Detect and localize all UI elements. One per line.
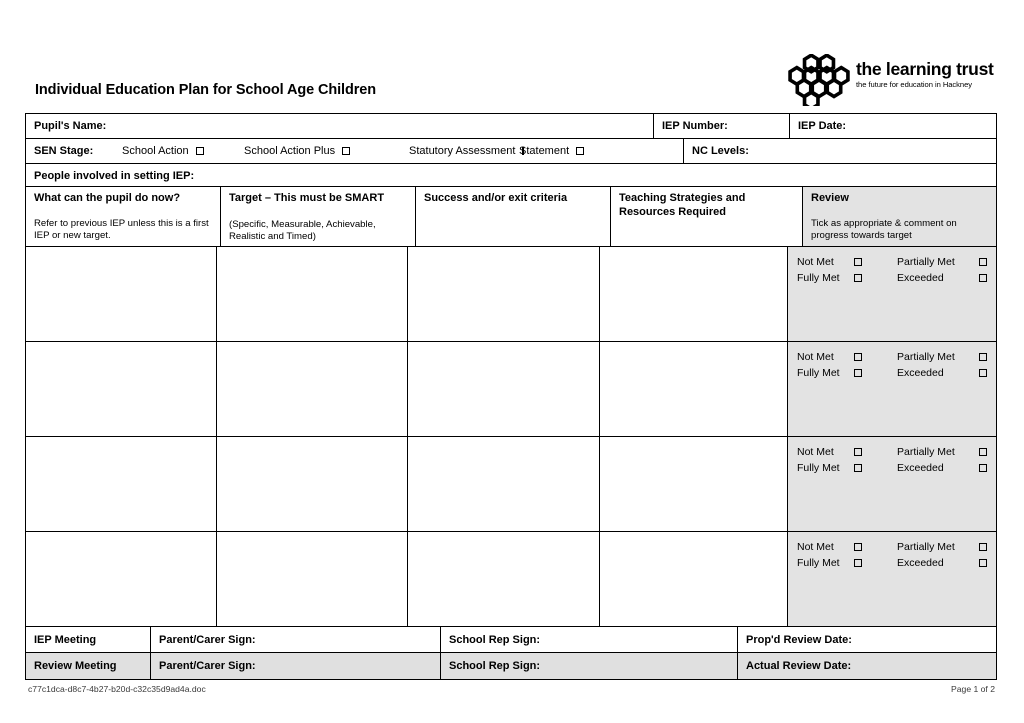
table-row bbox=[26, 342, 996, 437]
people-involved-field[interactable] bbox=[26, 164, 996, 187]
checkbox-school-action-plus[interactable] bbox=[342, 147, 350, 155]
review-option-label: Exceeded bbox=[897, 462, 944, 475]
review-option-label: Not Met bbox=[797, 351, 834, 363]
column-header-success-criteria bbox=[416, 187, 611, 247]
cell-review[interactable] bbox=[788, 437, 996, 532]
iep-date-label: IEP Date: bbox=[798, 120, 847, 132]
pupil-name-field[interactable] bbox=[26, 114, 654, 139]
checkbox-school-action[interactable] bbox=[196, 147, 204, 155]
cell-success-criteria[interactable] bbox=[408, 532, 599, 627]
sen-option-statement[interactable] bbox=[519, 144, 584, 158]
footer-filename: c77c1dca-d8c7-4b27-b20d-c32c35d9ad4a.doc bbox=[28, 684, 206, 694]
table-row bbox=[26, 437, 996, 532]
cell-review[interactable] bbox=[788, 247, 996, 342]
column-title: What can the pupil do now? bbox=[34, 192, 181, 204]
document-header bbox=[0, 46, 1024, 110]
column-header-what-can-pupil-do bbox=[26, 187, 221, 247]
checkbox-exceeded[interactable] bbox=[979, 274, 987, 282]
checkbox-not-met[interactable] bbox=[854, 448, 862, 456]
review-option-label: Partially Met bbox=[897, 256, 955, 268]
people-involved-row bbox=[26, 164, 996, 187]
checkbox-fully-met[interactable] bbox=[854, 274, 862, 282]
review-line bbox=[797, 444, 987, 460]
review-meeting-parent-sign[interactable] bbox=[151, 653, 441, 679]
iep-meeting-parent-sign[interactable] bbox=[151, 627, 441, 653]
checkbox-partially-met[interactable] bbox=[979, 543, 987, 551]
cell-teaching-strategies[interactable] bbox=[600, 342, 788, 437]
pupil-name-label: Pupil's Name: bbox=[34, 120, 107, 132]
parent-sign-label: Parent/Carer Sign: bbox=[159, 660, 256, 672]
cell-review[interactable] bbox=[788, 342, 996, 437]
sen-option-label: School Action Plus bbox=[244, 145, 336, 158]
sen-stage-label: SEN Stage: bbox=[34, 145, 94, 158]
iep-form-table bbox=[25, 113, 997, 680]
column-header-teaching-strategies bbox=[611, 187, 803, 247]
checkbox-fully-met[interactable] bbox=[854, 369, 862, 377]
review-option-label: Partially Met bbox=[897, 351, 955, 363]
table-row bbox=[26, 532, 996, 627]
review-line bbox=[797, 349, 987, 365]
iep-meeting-school-sign[interactable] bbox=[441, 627, 738, 653]
actual-review-date-label: Actual Review Date: bbox=[746, 660, 852, 672]
iep-number-label: IEP Number: bbox=[662, 120, 728, 132]
cell-target[interactable] bbox=[217, 532, 408, 627]
checkbox-partially-met[interactable] bbox=[979, 258, 987, 266]
cell-target[interactable] bbox=[217, 342, 408, 437]
review-meeting-row bbox=[26, 653, 996, 679]
parent-sign-label: Parent/Carer Sign: bbox=[159, 634, 256, 646]
column-title: Success and/or exit criteria bbox=[424, 192, 568, 204]
school-sign-label: School Rep Sign: bbox=[449, 634, 541, 646]
cell-what-can-pupil-do[interactable] bbox=[26, 342, 217, 437]
checkbox-not-met[interactable] bbox=[854, 543, 862, 551]
checkbox-exceeded[interactable] bbox=[979, 559, 987, 567]
column-title: Teaching Strategies and Resources Required bbox=[619, 192, 746, 218]
checkbox-fully-met[interactable] bbox=[854, 559, 862, 567]
logo-name: the learning trust bbox=[856, 59, 994, 79]
cell-what-can-pupil-do[interactable] bbox=[26, 532, 217, 627]
review-option-label: Not Met bbox=[797, 446, 834, 458]
review-option-label: Fully Met bbox=[797, 272, 840, 285]
column-title: Review bbox=[811, 192, 849, 204]
review-option-label: Fully Met bbox=[797, 367, 840, 380]
sen-option-label: Statement bbox=[519, 145, 570, 158]
people-involved-label: People involved in setting IEP: bbox=[34, 170, 195, 182]
review-option-label: Fully Met bbox=[797, 557, 840, 570]
review-option-label: Exceeded bbox=[897, 557, 944, 570]
checkbox-statement[interactable] bbox=[576, 147, 584, 155]
sen-option-statutory-assessment[interactable] bbox=[409, 144, 519, 158]
cell-review[interactable] bbox=[788, 532, 996, 627]
review-line bbox=[797, 539, 987, 555]
sen-option-school-action[interactable] bbox=[122, 144, 244, 158]
column-subtitle: Refer to previous IEP unless this is a first IEP or new target. bbox=[34, 217, 209, 241]
table-header-row bbox=[26, 187, 996, 247]
iep-meeting-label: IEP Meeting bbox=[26, 627, 151, 653]
review-option-label: Exceeded bbox=[897, 272, 944, 285]
column-subtitle: Tick as appropriate & comment on progress towards target bbox=[811, 217, 957, 241]
review-meeting-school-sign[interactable] bbox=[441, 653, 738, 679]
sen-stage-row bbox=[26, 139, 996, 164]
cell-success-criteria[interactable] bbox=[408, 342, 599, 437]
cell-success-criteria[interactable] bbox=[408, 437, 599, 532]
iep-number-field[interactable] bbox=[654, 114, 790, 139]
page-footer bbox=[25, 681, 997, 701]
sen-option-label: Statutory Assessment bbox=[409, 145, 516, 158]
proposed-review-date[interactable] bbox=[738, 627, 996, 653]
pupil-name-row bbox=[26, 114, 996, 139]
review-line bbox=[797, 555, 987, 571]
nc-levels-label: NC Levels: bbox=[692, 145, 749, 157]
cell-success-criteria[interactable] bbox=[408, 247, 599, 342]
checkbox-partially-met[interactable] bbox=[979, 448, 987, 456]
table-row bbox=[26, 247, 996, 342]
school-sign-label: School Rep Sign: bbox=[449, 660, 541, 672]
review-option-label: Fully Met bbox=[797, 462, 840, 475]
review-line bbox=[797, 270, 987, 286]
footer-page-number: Page 1 of 2 bbox=[951, 684, 995, 694]
sen-option-school-action-plus[interactable] bbox=[244, 144, 409, 158]
column-subtitle: (Specific, Measurable, Achievable, Realistic and Timed) bbox=[229, 218, 376, 242]
review-meeting-label: Review Meeting bbox=[26, 653, 151, 679]
logo-tagline: the future for education in Hackney bbox=[856, 80, 973, 90]
checkbox-exceeded[interactable] bbox=[979, 464, 987, 472]
nc-levels-field[interactable] bbox=[684, 139, 996, 164]
cell-teaching-strategies[interactable] bbox=[600, 247, 788, 342]
column-header-review bbox=[803, 187, 996, 247]
checkbox-not-met[interactable] bbox=[854, 353, 862, 361]
cell-what-can-pupil-do[interactable] bbox=[26, 247, 217, 342]
review-option-label: Partially Met bbox=[897, 541, 955, 553]
sen-stage-group bbox=[26, 139, 684, 164]
actual-review-date[interactable] bbox=[738, 653, 996, 679]
review-option-label: Exceeded bbox=[897, 367, 944, 380]
cell-what-can-pupil-do[interactable] bbox=[26, 437, 217, 532]
proposed-review-date-label: Prop'd Review Date: bbox=[746, 634, 852, 646]
column-title: Target – This must be SMART bbox=[229, 192, 385, 204]
checkbox-partially-met[interactable] bbox=[979, 353, 987, 361]
cell-target[interactable] bbox=[217, 437, 408, 532]
logo-text-block bbox=[856, 60, 996, 90]
checkbox-fully-met[interactable] bbox=[854, 464, 862, 472]
organization-logo bbox=[788, 52, 994, 108]
cell-target[interactable] bbox=[217, 247, 408, 342]
review-line bbox=[797, 365, 987, 381]
cell-teaching-strategies[interactable] bbox=[600, 532, 788, 627]
page-title: Individual Education Plan for School Age Children bbox=[35, 82, 376, 98]
honeycomb-hexagons-icon bbox=[788, 54, 850, 106]
iep-date-field[interactable] bbox=[790, 114, 996, 139]
sen-option-label: School Action bbox=[122, 145, 189, 158]
review-line bbox=[797, 460, 987, 476]
checkbox-exceeded[interactable] bbox=[979, 369, 987, 377]
iep-meeting-row bbox=[26, 627, 996, 653]
review-option-label: Partially Met bbox=[897, 446, 955, 458]
checkbox-not-met[interactable] bbox=[854, 258, 862, 266]
cell-teaching-strategies[interactable] bbox=[600, 437, 788, 532]
column-header-target bbox=[221, 187, 416, 247]
review-option-label: Not Met bbox=[797, 541, 834, 553]
review-line bbox=[797, 254, 987, 270]
review-option-label: Not Met bbox=[797, 256, 834, 268]
